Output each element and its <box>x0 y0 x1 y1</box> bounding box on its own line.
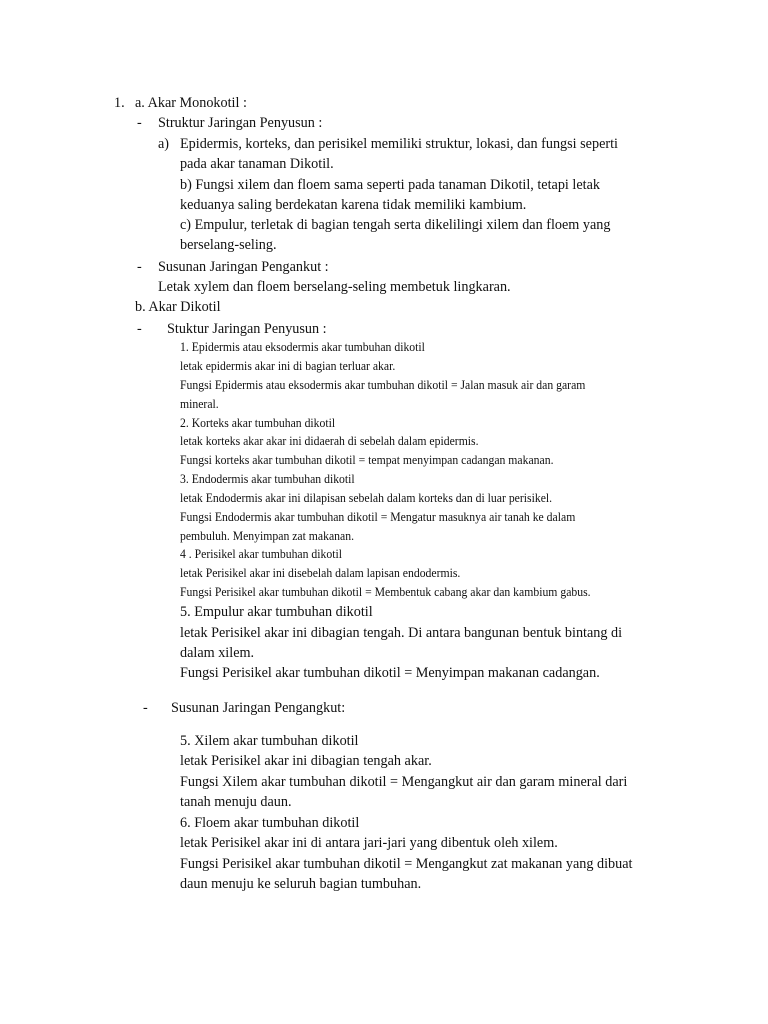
section-label: Susunan Jaringan Pengankut : <box>158 259 329 275</box>
text-line: letak Perisikel akar ini disebelah dalam lapisan endodermis. <box>180 566 461 580</box>
text-line: letak epidermis akar ini di bagian terluar akar. <box>180 359 396 373</box>
list-number: 1. <box>114 95 125 111</box>
text-line: 1. Epidermis atau eksodermis akar tumbuhan dikotil <box>180 340 425 354</box>
text-line: Letak xylem dan floem berselang-seling membetuk lingkaran. <box>158 279 511 295</box>
text-line: tanah menuju daun. <box>180 794 292 810</box>
text-line: pada akar tanaman Dikotil. <box>180 156 334 172</box>
text-line: daun menuju ke seluruh bagian tumbuhan. <box>180 876 422 892</box>
text-line: Fungsi Perisikel akar tumbuhan dikotil = Menyimpan makanan cadangan. <box>180 665 600 681</box>
text-line: pembuluh. Menyimpan zat makanan. <box>180 529 355 543</box>
text-line: Fungsi Epidermis atau eksodermis akar tumbuhan dikotil = Jalan masuk air dan garam <box>180 378 586 392</box>
text-line: letak Perisikel akar ini di antara jari-jari yang dibentuk oleh xilem. <box>180 835 558 851</box>
text-line: 2. Korteks akar tumbuhan dikotil <box>180 416 336 430</box>
text-line: letak Perisikel akar ini dibagian tengah akar. <box>180 753 432 769</box>
dash-bullet: - <box>137 115 142 131</box>
text-line: Epidermis, korteks, dan perisikel memiliki struktur, lokasi, dan fungsi seperti <box>180 136 618 152</box>
dash-bullet: - <box>143 700 148 716</box>
text-line: b) Fungsi xilem dan floem sama seperti pada tanaman Dikotil, tetapi letak <box>180 177 600 193</box>
section-label: Stuktur Jaringan Penyusun : <box>167 321 327 337</box>
dash-bullet: - <box>137 321 142 337</box>
dash-bullet: - <box>137 259 142 275</box>
text-line: 5. Xilem akar tumbuhan dikotil <box>180 733 359 749</box>
heading-akar-monokotil: a. Akar Monokotil : <box>135 95 247 111</box>
text-line: Fungsi korteks akar tumbuhan dikotil = tempat menyimpan cadangan makanan. <box>180 453 554 467</box>
text-line: berselang-seling. <box>180 237 277 253</box>
section-label: Struktur Jaringan Penyusun : <box>158 115 323 131</box>
text-line: Fungsi Perisikel akar tumbuhan dikotil = Membentuk cabang akar dan kambium gabus. <box>180 585 591 599</box>
text-line: letak Perisikel akar ini dibagian tengah. Di antara bangunan bentuk bintang di <box>180 625 623 641</box>
text-line: 6. Floem akar tumbuhan dikotil <box>180 815 360 831</box>
text-line: 4 . Perisikel akar tumbuhan dikotil <box>180 547 342 561</box>
text-line: letak korteks akar akar ini didaerah di sebelah dalam epidermis. <box>180 434 479 448</box>
text-line: mineral. <box>180 397 219 411</box>
text-line: Fungsi Xilem akar tumbuhan dikotil = Mengangkut air dan garam mineral dari <box>180 774 628 790</box>
list-marker: a) <box>158 136 170 152</box>
text-line: 5. Empulur akar tumbuhan dikotil <box>180 604 373 620</box>
heading-akar-dikotil: b. Akar Dikotil <box>135 299 221 315</box>
text-line: c) Empulur, terletak di bagian tengah serta dikelilingi xilem dan floem yang <box>180 217 611 233</box>
text-line: Fungsi Endodermis akar tumbuhan dikotil = Mengatur masuknya air tanah ke dalam <box>180 510 576 524</box>
text-line: keduanya saling berdekatan karena tidak memiliki kambium. <box>180 197 527 213</box>
text-line: letak Endodermis akar ini dilapisan sebelah dalam korteks dan di luar perisikel. <box>180 491 553 505</box>
text-line: 3. Endodermis akar tumbuhan dikotil <box>180 472 355 486</box>
text-line: Fungsi Perisikel akar tumbuhan dikotil = Mengangkut zat makanan yang dibuat <box>180 856 633 872</box>
section-label: Susunan Jaringan Pengangkut: <box>171 700 346 716</box>
text-line: dalam xilem. <box>180 645 255 661</box>
